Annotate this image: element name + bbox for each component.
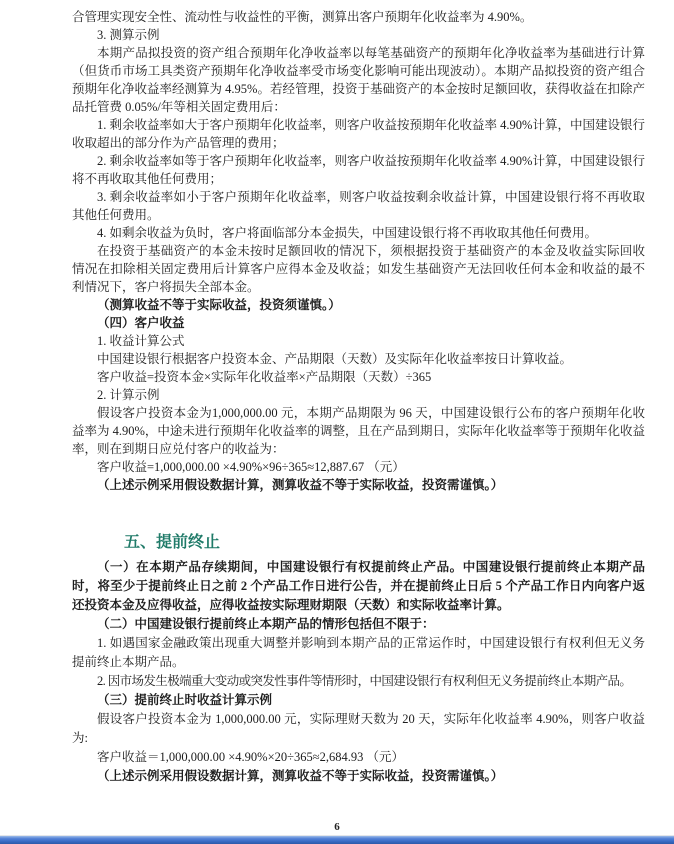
para-scenario-4: 4. 如剩余收益为负时，客户将面临部分本金损失，中国建设银行将不再收取其他任何费用。 <box>97 226 598 240</box>
para-case-1: 1. 如遇国家金融政策出现重大调整并影响到本期产品的正常运作时，中国建设银行有权利但无义务提前终止本期产品。 <box>72 636 645 669</box>
para-disclaimer-1: （上述示例采用假设数据计算，测算收益不等于实际收益，投资需谨慎。） <box>97 478 504 492</box>
para-calc-example-label: 3. 测算示例 <box>97 28 160 42</box>
early-termination-section <box>72 558 645 786</box>
para-calc-example-2-label: 2. 计算示例 <box>97 388 160 402</box>
document-page <box>72 8 645 786</box>
para-scenario-1: 1. 剩余收益率如大于客户预期年化收益率，则客户收益按预期年化收益率 4.90%计算，中国建设银行收取超出的部分作为产品管理的费用； <box>72 118 645 150</box>
para-early-termination-1: （一）在本期产品存续期间，中国建设银行有权提前终止产品。中国建设银行提前终止本期产品时，将至少于提前终止日之前 2 个产品工作日进行公告，并在提前终止日后 5 个产品工作日内向客户返还投资本金及应得收益，应得收益按实际理财期限（天数）和实际收益率计算。 <box>72 560 645 612</box>
taskbar-edge[interactable] <box>0 835 674 844</box>
para-formula-label: 1. 收益计算公式 <box>97 334 185 348</box>
section-heading-early-termination: 五、提前终止 <box>124 534 221 551</box>
page-number: 6 <box>334 821 340 833</box>
para-risk-warning: （测算收益不等于实际收益，投资须谨慎。） <box>97 298 341 312</box>
para-formula-desc: 中国建设银行根据客户投资本金、产品期限（天数）及实际年化收益率按日计算收益。 <box>97 352 573 366</box>
para-maturity-example: 假设客户投资本金为1,000,000.00 元，本期产品期限为 96 天，中国建设银行公布的客户预期年化收益率为 4.90%，中途未进行预期年化收益率的调整，且在产品到期日，实际年化收益率等于预期年化收益率，则在到期日应兑付客户的收益为： <box>72 406 645 456</box>
para-early-formula: 客户收益＝1,000,000.00 ×4.90%×20÷365≈2,684.93 （元） <box>97 750 404 764</box>
heading-early-termination-example: （三）提前终止时收益计算示例 <box>97 693 273 707</box>
para-portfolio-calc: 本期产品拟投资的资产组合预期年化净收益率以每笔基础资产的预期年化净收益率为基础进行计算（但货币市场工具类资产预期年化净收益率受市场变化影响可能出现波动）。本期产品拟投资的资产组合预期年化净收益率经测算为 4.95%。若经管理，投资于基础资产的本金按时足额回收，获得收益在扣除产品托管费 0.05%/年等相关固定费用后： <box>72 46 645 114</box>
heading-early-termination-cases: （二）中国建设银行提前终止本期产品的情形包括但不限于： <box>97 617 435 631</box>
para-balance-continuation: 合管理实现安全性、流动性与收益性的平衡，测算出客户预期年化收益率为 4.90%。 <box>72 10 533 24</box>
para-income-formula: 客户收益=投资本金×实际年化收益率×产品期限（天数）÷365 <box>97 370 432 384</box>
para-maturity-formula: 客户收益=1,000,000.00 ×4.90%×96÷365≈12,887.67 （元） <box>97 460 405 474</box>
para-scenario-2: 2. 剩余收益率如等于客户预期年化收益率，则客户收益按预期年化收益率 4.90%计算，中国建设银行将不再收取其他任何费用； <box>72 154 645 186</box>
para-principal-risk: 在投资于基础资产的本金未按时足额回收的情况下，须根据投资于基础资产的本金及收益实际回收情况在扣除相关固定费用后计算客户应得本金及收益；如发生基础资产无法回收任何本金和收益的最不利情况下，客户将损失全部本金。 <box>72 244 645 294</box>
para-scenario-3: 3. 剩余收益率如小于客户预期年化收益率，则客户收益按剩余收益计算，中国建设银行将不再收取其他任何费用。 <box>72 190 645 222</box>
para-case-2: 2. 因市场发生极端重大变动或突发性事件等情形时，中国建设银行有权利但无义务提前终止本期产品。 <box>97 674 632 688</box>
heading-customer-income: （四）客户收益 <box>97 316 185 330</box>
para-disclaimer-2: （上述示例采用假设数据计算，测算收益不等于实际收益，投资需谨慎。） <box>97 769 504 783</box>
para-early-example: 假设客户投资本金为 1,000,000.00 元，实际理财天数为 20 天，实际年化收益率 4.90%，则客户收益为: <box>72 712 645 745</box>
